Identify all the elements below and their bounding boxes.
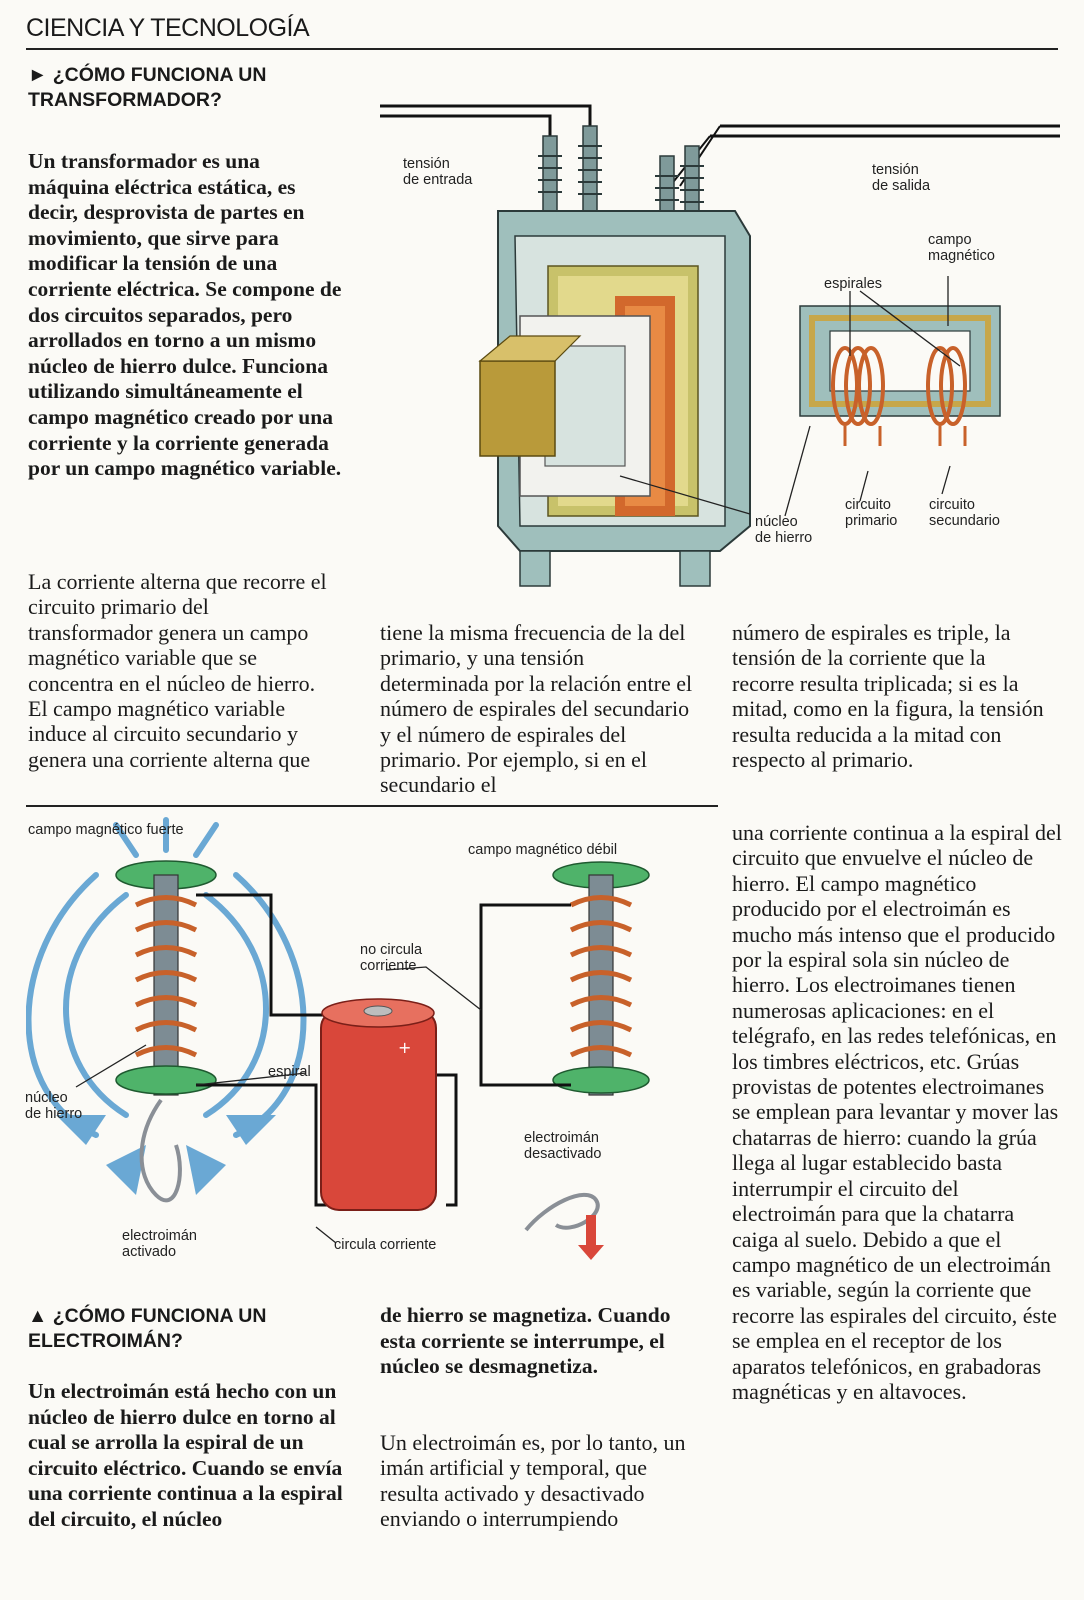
label-current-flows: circula corriente xyxy=(334,1237,437,1253)
transformer-heading: ► ¿CÓMO FUNCIONA UN TRANSFORMADOR? xyxy=(28,64,267,111)
electromagnet-heading: ▲ ¿CÓMO FUNCIONA UN ELECTROIMÁN? xyxy=(28,1305,267,1352)
electromagnet-lead-cont: de hierro se magnetiza. Cuando esta corriente se interrumpe, el núcleo se desmagnetiza. xyxy=(380,1303,671,1379)
transformer-col3: número de espirales es triple, la tensión de la corriente que la recorre resulta triplicada; si es la mitad, como en la figura, la tensión resulta reducida a la mitad con respecto al primario. xyxy=(732,620,1044,773)
transformer-col1: La corriente alterna que recorre el circuito primario del transformador genera un campo magnético variable que se concentra en el núcleo de hierro. El campo magnético variable induce al circuito secundario y genera una corriente alterna que xyxy=(28,569,327,772)
label-iron-core: núcleo de hierro xyxy=(755,514,813,546)
label-weak-field: campo magnético débil xyxy=(468,842,618,858)
section-header: CIENCIA Y TECNOLOGÍA xyxy=(26,14,310,42)
transformer-lead: Un transformador es una máquina eléctrica estática, es decir, desprovista de partes en movimiento, que sirve para modificar la tensión de una corriente eléctrica. Se compone de dos circuitos separados, pero arrollados en torno a un mismo núcleo de hierro dulce. Funciona utilizando simultáneamente el campo magnético creado por una corriente y la corriente generada por un campo magnético variable. xyxy=(28,149,342,481)
label-magnetic-field: campo magnético xyxy=(928,232,995,264)
label-input-voltage: tensión de entrada xyxy=(403,156,473,188)
label-deactivated: electroimán desactivado xyxy=(524,1130,602,1162)
electromagnet-illustration xyxy=(26,815,716,1275)
label-coils: espirales xyxy=(824,276,883,292)
label-em-iron-core: núcleo de hierro xyxy=(25,1090,83,1122)
electromagnet-col2: Un electroimán es, por lo tanto, un imán artificial y temporal, que resulta activado y desactivado enviando o interrumpiendo xyxy=(380,1430,686,1532)
label-strong-field: campo magnético fuerte xyxy=(28,822,184,838)
label-output-voltage: tensión de salida xyxy=(872,162,931,194)
section-rule xyxy=(26,805,718,807)
label-coil: espiral xyxy=(268,1064,311,1080)
label-primary-circuit: circuito primario xyxy=(845,497,898,529)
label-activated: electroimán activado xyxy=(122,1228,197,1260)
transformer-col2: tiene la misma frecuencia de la del primario, y una tensión determinada por la relación entre el número de espirales del secundario y el número de espirales del primario. Por ejemplo, si en el secundario el xyxy=(380,620,693,798)
label-no-current: no circula corriente xyxy=(360,942,423,974)
label-secondary-circuit: circuito secundario xyxy=(929,497,1000,529)
header-rule xyxy=(26,48,1058,50)
svg-text:+: + xyxy=(398,1038,412,1057)
electromagnet-lead: Un electroimán está hecho con un núcleo de hierro dulce en torno al cual se arrolla la espiral de un circuito eléctrico. Cuando se envía una corriente continua a la espiral del circuito, el núcleo xyxy=(28,1379,343,1531)
electromagnet-col3: una corriente continua a la espiral del circuito que envuelve el núcleo de hierro. El campo magnético producido por el electroimán es mucho más intenso que el producido por la espiral sola sin núcleo de hierro. Los electroimanes tienen numerosas aplicaciones: en el telégrafo, en las redes telefónicas, en los timbres eléctricos, etc. Grúas provistas de potentes electroimanes se emplean para levantar y mover las chatarras de hierro: cuando la grúa llega al lugar establecido basta interrumpir el circuito del electroimán para que la chatarra caiga al suelo. Debido a que el campo magnético de un electroimán es variable, según la corriente que recorre las espirales del circuito, éste se emplea en el receptor de los aparatos telefónicos, en grabadoras magnéticas y en altavoces. xyxy=(732,820,1062,1404)
